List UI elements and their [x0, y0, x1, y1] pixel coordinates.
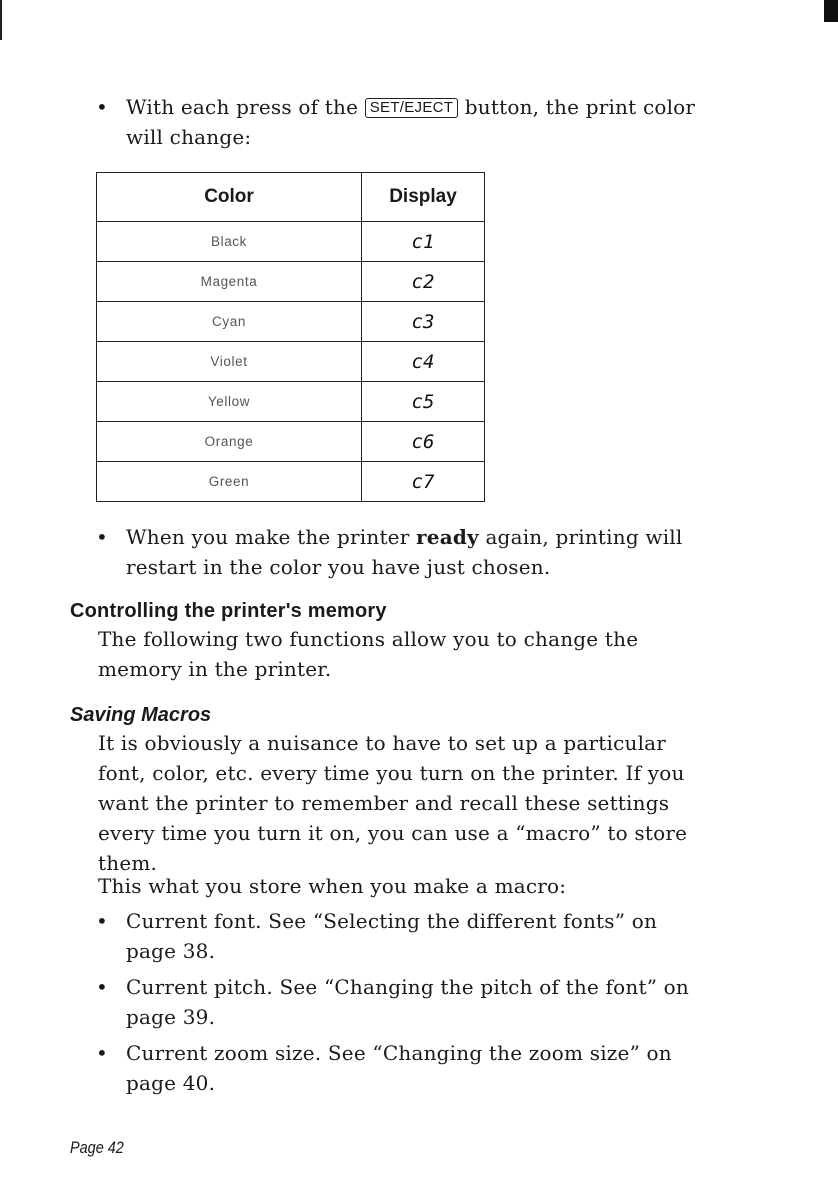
table-row [97, 462, 485, 502]
color-name-cell: Yellow [97, 382, 362, 422]
intro-bullet [96, 92, 716, 152]
table-header-row [97, 173, 485, 222]
set-eject-key: SET/EJECT [365, 98, 459, 118]
macros-intro-line: This what you store when you make a macro: [98, 874, 567, 898]
table-row [97, 302, 485, 342]
display-code-cell: c1 [362, 222, 485, 262]
display-code-cell: c5 [362, 382, 485, 422]
display-code-cell: c2 [362, 262, 485, 302]
memory-section-heading: Controlling the printer's memory [70, 600, 387, 622]
color-name-cell: Black [97, 222, 362, 262]
macro-bullet-zoom [96, 1038, 716, 1098]
bullet-dot: • [96, 975, 108, 999]
scan-edge-mark [0, 0, 2, 40]
color-name-cell: Violet [97, 342, 362, 382]
macro-bullet-font [96, 906, 716, 966]
scan-corner-mark [824, 0, 838, 22]
ready-keyword: ready [416, 525, 479, 549]
ready-bullet [96, 522, 716, 582]
macros-section-heading: Saving Macros [70, 704, 212, 726]
display-column-header: Display [362, 173, 485, 222]
display-code-cell: c7 [362, 462, 485, 502]
ready-text-after: again, printing will restart in the color you have just chosen. [126, 525, 683, 579]
macros-section-paragraph: It is obviously a nuisance to have to set up a particular font, color, etc. every time you turn on the printer. If you want the printer to remember and recall these settings every time you turn it on, you can use a “macro” to store them. [98, 731, 688, 875]
bullet-dot: • [96, 95, 108, 119]
bullet-dot: • [96, 1041, 108, 1065]
display-code-cell: c4 [362, 342, 485, 382]
color-column-header: Color [97, 173, 362, 222]
bullet-dot: • [96, 909, 108, 933]
page-number: Page 42 [70, 1138, 124, 1157]
macro-bullet-pitch [96, 972, 716, 1032]
table-row [97, 422, 485, 462]
macro-bullet-text: Current zoom size. See “Changing the zoom size” on page 40. [126, 1041, 672, 1095]
memory-section-paragraph: The following two functions allow you to change the memory in the printer. [98, 627, 639, 681]
color-name-cell: Orange [97, 422, 362, 462]
table-row [97, 342, 485, 382]
intro-text-after: button, the print color will change: [126, 95, 696, 149]
macro-bullet-text: Current pitch. See “Changing the pitch of the font” on page 39. [126, 975, 689, 1029]
macro-bullet-text: Current font. See “Selecting the different fonts” on page 38. [126, 909, 658, 963]
intro-text-before: With each press of the [126, 95, 359, 119]
table-row [97, 222, 485, 262]
display-code-cell: c3 [362, 302, 485, 342]
table-row [97, 382, 485, 422]
table-row [97, 262, 485, 302]
color-name-cell: Cyan [97, 302, 362, 342]
ready-text-before: When you make the printer [126, 525, 410, 549]
color-name-cell: Green [97, 462, 362, 502]
color-display-table [96, 172, 485, 502]
display-code-cell: c6 [362, 422, 485, 462]
color-name-cell: Magenta [97, 262, 362, 302]
bullet-dot: • [96, 525, 108, 549]
